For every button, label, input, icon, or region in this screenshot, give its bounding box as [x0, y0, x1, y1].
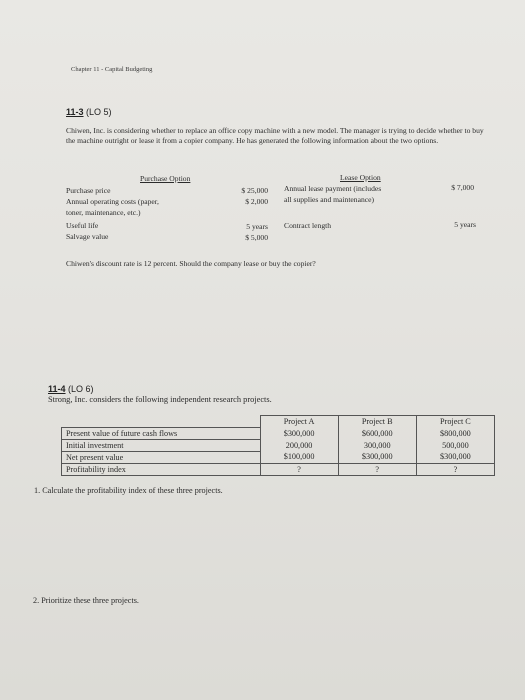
table-row: [62, 439, 495, 451]
table-cell: 500,000: [416, 439, 494, 451]
projects-table: [61, 415, 495, 476]
table-cell: $800,000: [416, 427, 494, 439]
salvage-value-label: Salvage value: [66, 232, 109, 241]
problem-heading-11-4: [48, 384, 94, 394]
table-cell: ?: [260, 463, 338, 475]
lease-payment-label: Annual lease payment (includes: [284, 184, 382, 193]
question-1: 1. Calculate the profitability index of these three projects.: [34, 486, 223, 495]
purchase-price-value: $ 25,000: [241, 186, 268, 195]
table-corner: [62, 416, 261, 428]
problem-heading-11-3: [66, 107, 112, 117]
purchase-price-label: Purchase price: [66, 186, 111, 195]
row-label: Profitability index: [62, 463, 261, 475]
table-cell: $300,000: [338, 451, 416, 463]
table-cell: $100,000: [260, 451, 338, 463]
table-cell: $300,000: [260, 427, 338, 439]
table-cell: 200,000: [260, 439, 338, 451]
problem-number: 11-3: [66, 107, 84, 117]
discount-rate-question: Chiwen's discount rate is 12 percent. Should the company lease or buy the copier?: [66, 259, 316, 268]
lease-payment-value: $ 7,000: [451, 183, 474, 192]
column-header: Project C: [416, 416, 494, 428]
useful-life-label: Useful life: [66, 221, 99, 230]
column-header: Project A: [260, 416, 338, 428]
operating-costs-label-cont: toner, maintenance, etc.): [66, 208, 141, 217]
table-cell: $300,000: [416, 451, 494, 463]
problem-lo: (LO 5): [86, 107, 112, 117]
operating-costs-label: Annual operating costs (paper,: [66, 197, 159, 206]
row-label: Net present value: [62, 451, 261, 463]
table-row: [62, 463, 495, 475]
contract-length-value: 5 years: [454, 220, 476, 229]
row-label: Initial investment: [62, 439, 261, 451]
table-cell: 300,000: [338, 439, 416, 451]
chapter-header: Chapter 11 - Capital Budgeting: [71, 66, 153, 73]
table-cell: ?: [416, 463, 494, 475]
table-cell: ?: [338, 463, 416, 475]
contract-length-label: Contract length: [284, 221, 332, 230]
useful-life-value: 5 years: [246, 222, 268, 231]
problem-number: 11-4: [48, 384, 66, 394]
table-row: [62, 427, 495, 439]
problem-lo: (LO 6): [68, 384, 94, 394]
table-row: [62, 451, 495, 463]
lease-payment-label-cont: all supplies and maintenance): [284, 195, 375, 204]
operating-costs-value: $ 2,000: [245, 197, 268, 206]
column-header: Project B: [338, 416, 416, 428]
problem-description: Chiwen, Inc. is considering whether to replace an office copy machine with a new model. The manager is trying to decide whether to buy the machine outright or lease it from a copier company. He has generated the following information about the two options.: [66, 126, 484, 145]
problem-intro: Strong, Inc. considers the following independent research projects.: [48, 395, 272, 404]
table-cell: $600,000: [338, 427, 416, 439]
purchase-option-heading: Purchase Option: [140, 174, 191, 183]
row-label: Present value of future cash flows: [62, 427, 261, 439]
lease-option-heading: Lease Option: [340, 173, 381, 182]
salvage-value-value: $ 5,000: [245, 233, 268, 242]
table-header-row: [62, 416, 495, 428]
question-2: 2. Prioritize these three projects.: [33, 596, 139, 605]
